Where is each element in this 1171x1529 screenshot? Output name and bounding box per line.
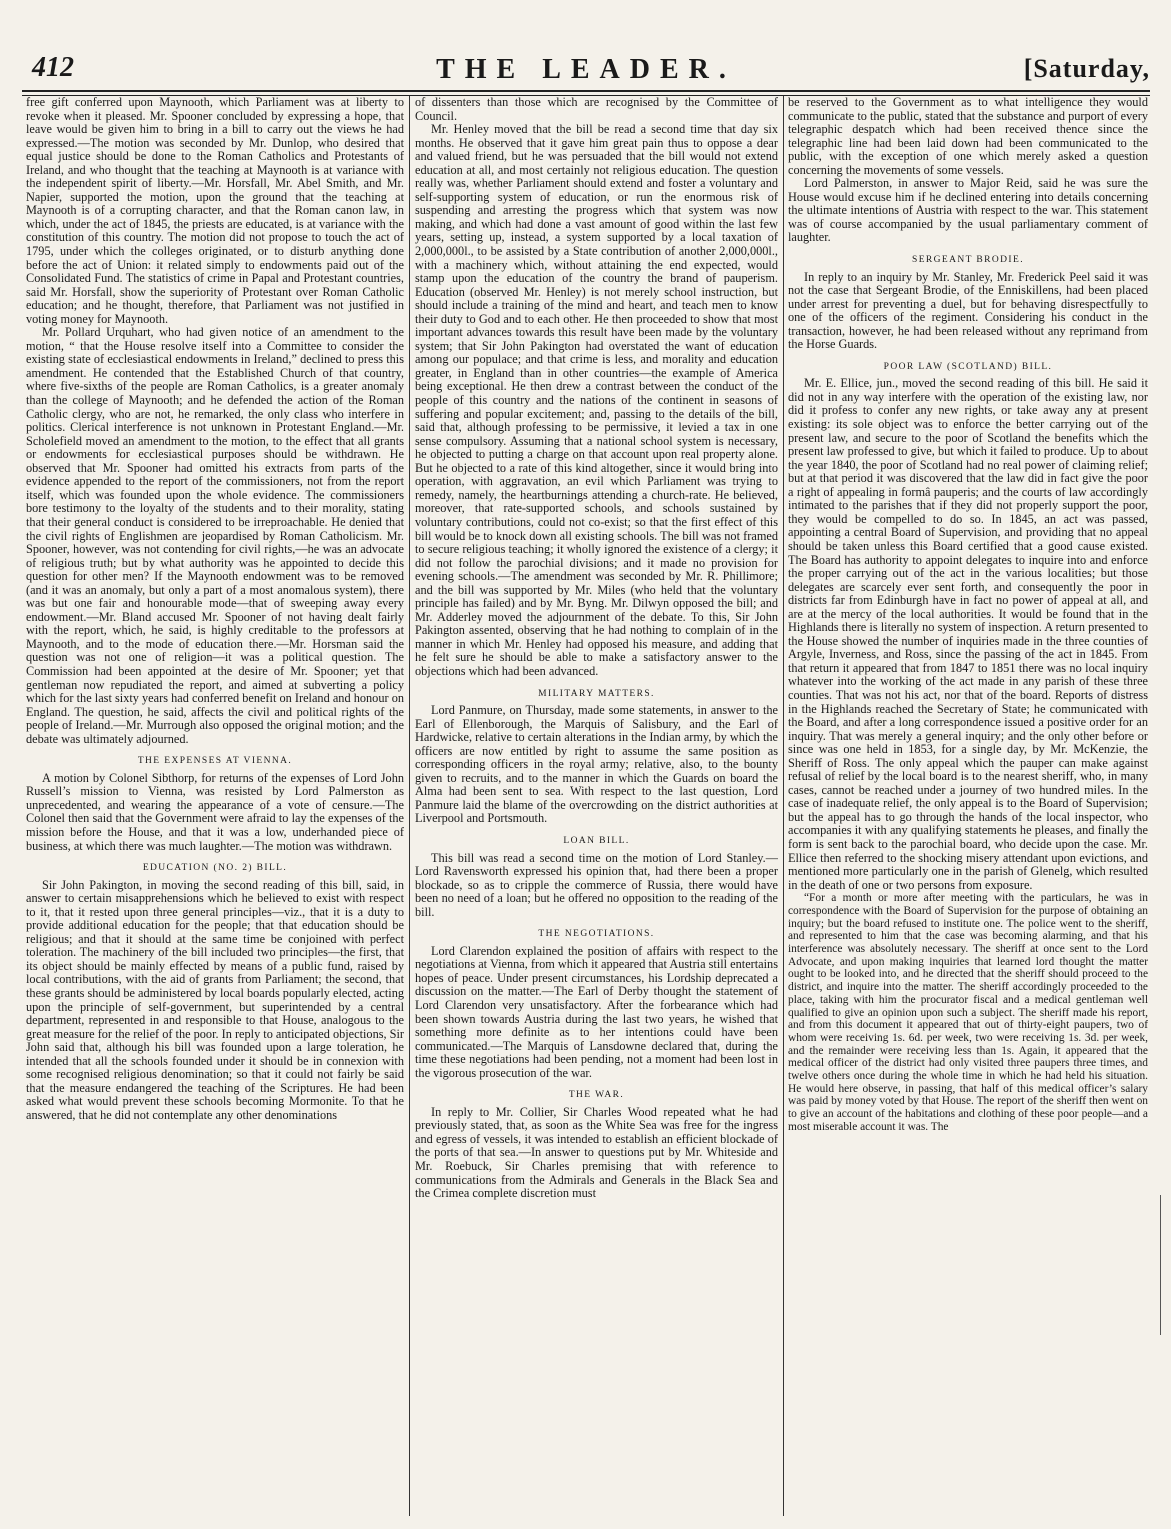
quoted-report: “For a month or more after meeting with the particulars, he was in correspondence with the Board of Supervision for the purpose of obtaining an inquiry; but the board refused to institute one. The police went to the sheriff, and represented to him that the case was becoming alarming, and that his interference was absolutely necessary. The sheriff at once sent to the Lord Advocate, and upon making inquiries that learned lord thought the matter ought to be looked into, and he directed that the sheriff should proceed to the district, and inquire into the matter. The sheriff accordingly proceeded to the place, taking with him the procurator fiscal and a medical gentleman well qualified to give an opinion upon such a subject. The sheriff made his report, and from this document it appeared that out of thirty-eight paupers, two of whom were receiving 1s. 6d. per week, two were receiving 1s. 3d. per week, and the remainder were receiving less than 1s. Again, it appeared that the medical officer of the district had only visited three paupers three times, and twelve others once during the whole time in which he had held his situation. He would here observe, in passing, that half of this medical officer’s salary was paid by money voted by that House. The report of the sheriff then went on to give an account of the habitations and clothing of these poor people—and a most miserable account it was. The: [788, 892, 1148, 1133]
section-heading-poor-law: POOR LAW (SCOTLAND) BILL.: [883, 361, 1053, 372]
page-number: 412: [32, 52, 74, 83]
article-paragraph: of dissenters than those which are recognised by the Committee of Council.: [415, 96, 778, 123]
column-2: [415, 96, 778, 1518]
section-heading-war: THE WAR.: [568, 1090, 625, 1101]
article-paragraph: Lord Clarendon explained the position of affairs with respect to the negotiations at Vienna, from which it appeared that Austria still entertains hopes of peace. Under present circumstances, his Lordship deprecated a discussion on the matter.—The Earl of Derby thought the statement of Lord Clarendon very unsatisfactory. After the forbearance which had been shown towards Austria during the last two years, he wished that something more definite as to her intentions could have been communicated.—The Marquis of Lansdowne declared that, during the time these negotiations had been pending, not a moment had been lost in the vigorous prosecution of the war.: [415, 943, 778, 1080]
section-heading-education: EDUCATION (NO. 2) BILL.: [142, 863, 288, 874]
masthead: [22, 50, 1150, 94]
article-paragraph: free gift conferred upon Maynooth, which Parliament was at liberty to revoke when it pleased. Mr. Spooner concluded by expressing a hope, that leave would be given him to bring in a bill to carry out the views he had expressed.—The motion was seconded by Mr. Dunlop, who desired that equal justice should be done to the Roman Catholics and Protestants of Ireland, and who thought that the teaching at Maynooth is at variance with the independent spirit of liberty.—Mr. Horsfall, Mr. Abel Smith, and Mr. Napier, supported the motion, upon the ground that the teaching at Maynooth is of a corrupting character, and that the Roman canon law, in which, under the act of 1845, the priests are educated, is at variance with the constitution of this country. The motion did not propose to touch the act of 1795, under which the colleges originated, or to disturb anything done before the act of Union: it related simply to endowments paid out of the Consolidated Fund. The statistics of crime in Papal and Protestant countries, said Mr. Horsfall, show the superiority of Protestant over Roman Catholic education; and he thought, therefore, that Parliament was not justified in voting money for Maynooth.: [26, 96, 404, 326]
column-divider-1: [409, 96, 410, 1516]
page-edge-mark: [1160, 1195, 1171, 1335]
column-divider-2: [783, 96, 784, 1516]
article-paragraph: Mr. Henley moved that the bill be read a second time that day six months. He observed that it gave him great pain thus to oppose a dear and valued friend, but he was persuaded that the bill would not extend education at all, and most certainly not religious education. The question really was, whether Parliament should extend and foster a voluntary and self-supporting system of education, or run the enormous risk of suspending and arresting the progress which that system was now making, and which had done a vast amount of good within the last few years, setting up, instead, a system supported by a local taxation of 2,000,000l., to be assisted by a State contribution of another 2,000,000l., with a machinery which, without attaining the end expected, would stamp upon the education of the country the brand of pauperism. Education (observed Mr. Henley) is not merely school instruction, but should include a training of the mind and heart, and teach men to know their duty to God and to each other. He then proceeded to show that most important advances towards this result have been made by the voluntary system; that Sir John Pakington had overstated the want of education among our populace; and that crime is less, and morality and education greater, in England than in other countries—the example of America being exceptional. He then drew a contrast between the conduct of the people of this country and the nations of the continent in seasons of suffering and popular excitement; and, passing to the details of the bill, said that, although professing to be permissive, it levied a tax in one sense compulsory. Assuming that a national school system is necessary, he objected to putting a charge on that account upon real property alone. But he objected to a rate of this kind altogether, since it would bring into operation, with aggravation, an evil which Parliament was trying to remedy, namely, the heartburnings attending a church-rate. He believed, moreover, that rate-supported schools, and schools sustained by voluntary contributions, could not co-exist; so that the first effect of this bill would be to knock down all existing schools. The bill was not framed to secure religious teaching; it wholly ignored the existence of a clergy; it did not follow the parochial divisions; and it made no provision for evening schools.—The amendment was seconded by Mr. R. Phillimore; and the bill was supported by Mr. Miles (who held that the voluntary principle has failed) and by Mr. Byng. Mr. Dilwyn opposed the bill; and Mr. Adderley moved the adjournment of the debate. To this, Sir John Pakington assented, observing that he had nothing to complain of in the manner in which Mr. Henley had opposed his measure, and adding that he felt sure he should be able to make a satisfactory answer to the objections which had been advanced.: [415, 122, 778, 678]
newspaper-title: THE LEADER.: [436, 54, 736, 85]
article-paragraph: Mr. E. Ellice, jun., moved the second reading of this bill. He said it did not in any way interfere with the operation of the existing law, nor did it profess to confer any new rights, or take away any at present existing: its sole object was to enforce the better carrying out of the present law, and secure to the poor of Scotland the benefits which the present law professed to give, but which it failed to produce. Up to about the year 1840, the poor of Scotland had no real power of claiming relief; but at that period it was discovered that the law did in fact give the poor a right of appealing in formâ pauperis; and the courts of law accordingly intimated to the parishes that if they did not properly support the poor, they would be compelled to do so. In 1845, an act was passed, appointing a central Board of Supervision, and providing that no appeal should be taken unless this Board certified that a good cause existed. The Board has authority to appoint delegates to inquire into and enforce the proper carrying out of the act in the various localities; but those delegates are scarcely ever sent forth, and consequently the poor in districts far from Edinburgh have in fact no power of appeal at all, and are at the mercy of the local authorities. It would be found that in the Highlands there is literally no system of inspection. A return presented to the House showed the number of inquiries made in the three counties of Argyle, Inverness, and Ross, since the passing of the act in 1845. From that return it appeared that from 1847 to 1851 there was no local inquiry whatever into the working of the act made in any parish of these three counties. That was not his act, nor that of the board. Reports of distress in the Highlands reached the Secretary of State; he communicated with the Board, and after a long correspondence issued a positive order for an inquiry. That was merely a general inquiry; and the only other before or since was one held in 1853, for a single day, by Mr. McKenzie, the Sheriff of Ross. The only appeal which the pauper can make against refusal of relief by the local board is to the nearest sheriff, who, in many cases, cannot be reached under a journey of two hundred miles. In the case of inadequate relief, the only appeal is to the Board of Supervision; but the appeal has to go through the hands of the local inspector, who accompanies it with any qualifying statements he pleases, and finally the form is sent back to the parochial board, who decide upon the case. Mr. Ellice then referred to the shocking misery attendant upon evictions, and mentioned more particularly one in the parish of Glenelg, which resulted in the death of one or two persons from exposure.: [788, 376, 1148, 892]
section-heading-brodie: SERGEANT BRODIE.: [912, 255, 1024, 266]
article-paragraph: Mr. Pollard Urquhart, who had given notice of an amendment to the motion, “ that the House resolve itself into a Committee to consider the existing state of ecclesiastical endowments in Ireland,” declined to press this amendment. He contended that the Established Church of that country, where five-sixths of the people are Roman Catholics, is a greater anomaly than the college of Maynooth; and he defended the action of the Roman Catholic clergy, who are not, he remarked, the only class who interfere in politics. Clerical interference is not unknown in Protestant England.—Mr. Scholefield moved an amendment to the motion, to the effect that all grants or endowments for ecclesiastical purposes should be withdrawn. He observed that Mr. Spooner had omitted his extracts from parts of the evidence appended to the report of the commissioners, not from the report itself, which was founded upon the whole evidence. The commissioners bore testimony to the loyalty of the students and to their morality, stating that their general conduct is considered to be irreproachable. He denied that the civil rights of Englishmen are jeopardised by Roman Catholicism. Mr. Spooner, however, was not contending for civil rights,—he was an advocate of religious truth; but by what authority was he appointed to decide this question for other men? If the Maynooth endowment was to be removed (and it was an anomaly, but only a part of a most anomalous system), there was but one fair and honourable mode—that of sweeping away every endowment.—Mr. Bland accused Mr. Spooner of not having dealt fairly with the report, which, he said, is highly creditable to the professors at Maynooth, and to the mode of education there.—Mr. Horsman said the question was not one of religion—it was a political question. The Commission had been appointed at the desire of Mr. Spooner; yet that gentleman now repudiated the report, and aimed at subverting a policy which for the last sixty years had conferred benefit on Ireland and honour on England. The question, he said, affects the civil and political rights of the people of Ireland.—Mr. Murrough also opposed the original motion; and the debate was ultimately adjourned.: [26, 325, 404, 746]
article-paragraph: In reply to Mr. Collier, Sir Charles Wood repeated what he had previously stated, that, as soon as the White Sea was free for the ingress and egress of vessels, it was intended to establish an efficient blockade of the ports of that sea.—In answer to questions put by Mr. Whiteside and Mr. Roebuck, Sir Charles premising that with reference to communications from the Admirals and Generals in the Black Sea and the Crimea complete discretion must: [415, 1104, 778, 1201]
article-paragraph: This bill was read a second time on the motion of Lord Stanley.—Lord Ravensworth expressed his opinion that, had there been a proper blockade, so as to cripple the commerce of Russia, there would have been no need of a loan; but he offered no opposition to the reading of the bill.: [415, 850, 778, 919]
article-paragraph: Sir John Pakington, in moving the second reading of this bill, said, in answer to certain misapprehensions which he believed to exist with respect to it, that it rested upon three general principles—viz., that it is a duty to provide additional education for the people; that that education should be religious; and that it should at the same time be conjoined with perfect toleration. The machinery of the bill included two principles—the first, that its object should be mainly effected by means of a public fund, raised by local contributions, with the aid of grants from Parliament; the second, that these grants should be administered by local boards popularly elected, acting upon the principle of self-government, but superintended by a central department, represented in and responsible to that House, analogous to the great measure for the relief of the poor. In reply to anticipated objections, Sir John said that, although his bill was founded upon a large toleration, he intended that all the schools founded under it should be in connexion with some recognised religious denomination; so that it could not fairly be said that the measure endangered the teaching of the Scriptures. He had been asked what would prevent these schools becoming Mormonite. To that he answered, that he did not contemplate any other denominations: [26, 877, 404, 1122]
article-paragraph: In reply to an inquiry by Mr. Stanley, Mr. Frederick Peel said it was not the case that Sergeant Brodie, of the Enniskillens, had been placed under arrest for preventing a duel, but for behaving disrespectfully to one of the officers of the regiment. Considering his conduct in the transaction, however, he had been released without any reprimand from the Horse Guards.: [788, 269, 1148, 352]
day-of-week: [Saturday,: [1023, 54, 1150, 83]
article-paragraph: be reserved to the Government as to what intelligence they would communicate to the public, stated that the substance and purport of every telegraphic despatch which had been received thence since the telegraphic line had been laid down had been communicated to the public, with the exception of one which merely asked a question concerning the movements of some vessels.: [788, 96, 1148, 177]
column-3: [788, 96, 1148, 1518]
section-heading-negotiations: THE NEGOTIATIONS.: [538, 929, 655, 940]
section-heading-expenses: THE EXPENSES AT VIENNA.: [137, 756, 293, 767]
article-paragraph: Lord Palmerston, in answer to Major Reid, said he was sure the House would excuse him if he declined entering into details concerning the ultimate intentions of Austria with respect to the war. This statement was of course accompanied by the usual parliamentary comment of laughter.: [788, 176, 1148, 245]
article-paragraph: A motion by Colonel Sibthorp, for returns of the expenses of Lord John Russell’s mission to Vienna, was resisted by Lord Palmerston as unprecedented, and wearing the appearance of a vote of censure.—The Colonel then said that the Government were afraid to lay the expenses of the mission before the House, and that it was a low, underhanded piece of business, at which there was much laughter.—The motion was withdrawn.: [26, 770, 404, 853]
article-paragraph: Lord Panmure, on Thursday, made some statements, in answer to the Earl of Ellenborough, the Marquis of Salisbury, and the Earl of Hardwicke, relative to certain alterations in the Indian army, by which the officers are now entitled by right to assume the same position as corresponding officers in the royal army; relative, also, to the bounty given to recruits, and to the manner in which the Guards on board the Alma had been sent to sea. With respect to the last question, Lord Panmure laid the blame of the overcrowding on the district authorities at Liverpool and Portsmouth.: [415, 703, 778, 826]
column-1: [26, 96, 404, 1518]
section-heading-loan: LOAN BILL.: [563, 835, 630, 846]
section-heading-military: MILITARY MATTERS.: [538, 688, 655, 699]
